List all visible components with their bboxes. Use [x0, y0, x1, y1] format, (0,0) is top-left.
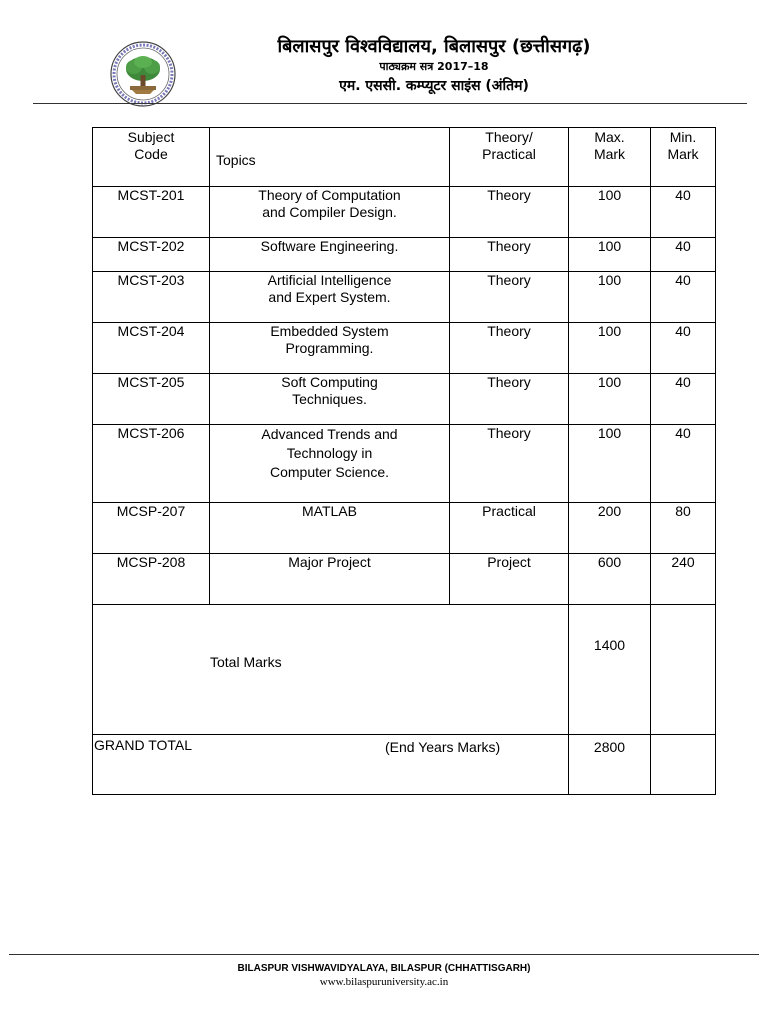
- subject-code: MCSP-207: [93, 503, 210, 554]
- header-topics: Topics: [210, 128, 450, 187]
- min-mark: 80: [651, 503, 716, 554]
- subject-code: MCST-202: [93, 238, 210, 272]
- min-mark: 40: [651, 323, 716, 374]
- header-divider: [33, 103, 747, 104]
- grand-total-note: (End Years Marks): [385, 739, 501, 755]
- subject-code: MCST-203: [93, 272, 210, 323]
- max-mark: 200: [569, 503, 651, 554]
- grand-total-max-mark: 2800: [569, 735, 651, 795]
- min-mark: 40: [651, 272, 716, 323]
- subject-topic: MATLAB: [210, 503, 450, 554]
- header-theory-practical: Theory/ Practical: [450, 128, 569, 187]
- session-year: पाठ्यक्रम सत्र 2017–18: [379, 60, 489, 73]
- header-min-mark: Min. Mark: [651, 128, 716, 187]
- page-header: [0, 36, 768, 106]
- table-row: [93, 187, 716, 238]
- subject-topic: Soft Computing Techniques.: [210, 374, 450, 425]
- max-mark: 600: [569, 554, 651, 605]
- subject-topic: Embedded System Programming.: [210, 323, 450, 374]
- title-block: [150, 36, 718, 96]
- footer-university-name: BILASPUR VISHWAVIDYALAYA, BILASPUR (CHHATTISGARH): [237, 963, 531, 974]
- subject-topic: Major Project: [210, 554, 450, 605]
- grand-total-label: GRAND TOTAL: [94, 737, 193, 753]
- total-min-mark: [651, 605, 716, 735]
- table-header-row: [93, 128, 716, 187]
- subject-code: MCST-205: [93, 374, 210, 425]
- footer-website-link[interactable]: www.bilaspuruniversity.ac.in: [319, 976, 449, 988]
- header-subject-code: Subject Code: [93, 128, 210, 187]
- university-name: बिलासपुर विश्वविद्यालय, बिलासपुर (छत्तीसगढ़): [277, 36, 591, 57]
- max-mark: 100: [569, 425, 651, 503]
- subject-type: Theory: [450, 323, 569, 374]
- min-mark: 40: [651, 374, 716, 425]
- max-mark: 100: [569, 238, 651, 272]
- table-row: [93, 503, 716, 554]
- min-mark: 240: [651, 554, 716, 605]
- page-footer: [0, 963, 768, 989]
- max-mark: 100: [569, 323, 651, 374]
- subject-code: MCSP-208: [93, 554, 210, 605]
- subject-code: MCST-201: [93, 187, 210, 238]
- grand-total-row: [93, 735, 716, 795]
- table-row: [93, 272, 716, 323]
- grand-total-label-cell: [93, 735, 569, 795]
- min-mark: 40: [651, 187, 716, 238]
- subject-type: Theory: [450, 374, 569, 425]
- max-mark: 100: [569, 272, 651, 323]
- table-row: [93, 425, 716, 503]
- subject-type: Theory: [450, 272, 569, 323]
- header-max-mark: Max. Mark: [569, 128, 651, 187]
- subject-type: Theory: [450, 425, 569, 503]
- syllabus-table: [92, 127, 716, 795]
- min-mark: 40: [651, 425, 716, 503]
- footer-divider: [9, 954, 759, 955]
- grand-total-min-mark: [651, 735, 716, 795]
- course-title: एम. एससी. कम्प्यूटर साइंस (अंतिम): [339, 78, 529, 94]
- total-marks-row: [93, 605, 716, 735]
- subject-code: MCST-204: [93, 323, 210, 374]
- total-marks-label: Total Marks: [210, 654, 282, 670]
- table-row: [93, 323, 716, 374]
- subject-topic: Theory of Computation and Compiler Design.: [210, 187, 450, 238]
- subject-code: MCST-206: [93, 425, 210, 503]
- max-mark: 100: [569, 374, 651, 425]
- table-row: [93, 374, 716, 425]
- table-row: [93, 554, 716, 605]
- subject-topic: Advanced Trends and Technology in Computer Science.: [210, 425, 450, 503]
- min-mark: 40: [651, 238, 716, 272]
- total-max-mark: 1400: [569, 605, 651, 735]
- table-row: [93, 238, 716, 272]
- subject-type: Project: [450, 554, 569, 605]
- total-marks-label-cell: [93, 605, 569, 735]
- subject-topic: Artificial Intelligence and Expert System.: [210, 272, 450, 323]
- max-mark: 100: [569, 187, 651, 238]
- subject-type: Theory: [450, 187, 569, 238]
- subject-type: Theory: [450, 238, 569, 272]
- subject-type: Practical: [450, 503, 569, 554]
- subject-topic: Software Engineering.: [210, 238, 450, 272]
